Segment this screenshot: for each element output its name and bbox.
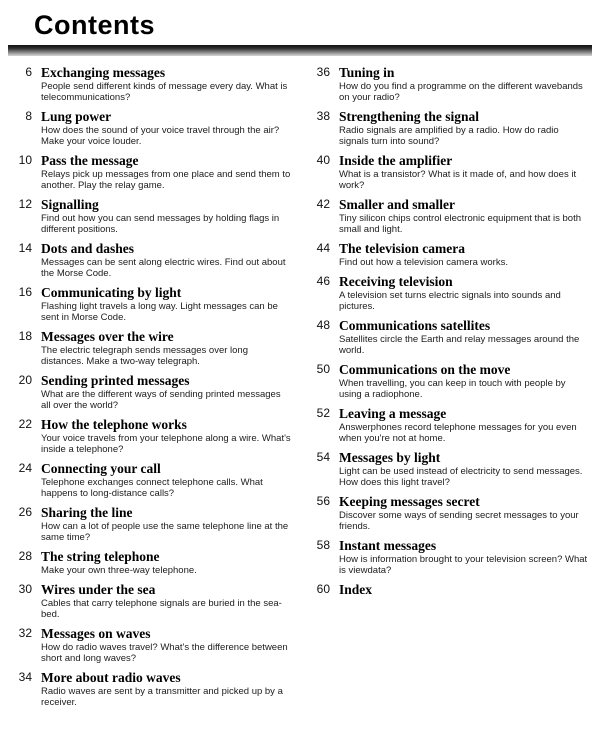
entry-title: Communications satellites [339, 318, 491, 333]
page-number: 34 [18, 670, 32, 684]
page-number: 60 [316, 582, 330, 596]
entry-body [41, 241, 292, 279]
page-number: 8 [25, 109, 32, 123]
entry-body [41, 417, 292, 455]
page-number: 18 [18, 329, 32, 343]
page-number: 44 [316, 241, 330, 255]
page-number: 14 [18, 241, 32, 255]
toc-entry [10, 241, 292, 279]
entry-description: Satellites circle the Earth and relay messages around the world. [339, 334, 580, 356]
toc-entry [308, 582, 590, 597]
toc-entry [308, 318, 590, 356]
entry-description: Radio signals are amplified by a radio. How do radio signals turn into sound? [339, 125, 559, 147]
entry-description: Find out how you can send messages by holding flags in different positions. [41, 213, 280, 235]
entry-title: Communications on the move [339, 362, 511, 377]
entry-description: Tiny silicon chips control electronic equipment that is both small and light. [339, 213, 582, 235]
entry-body [339, 406, 590, 444]
entry-body [339, 450, 590, 488]
page-number: 20 [18, 373, 32, 387]
toc-entry [10, 670, 292, 708]
entry-title: Messages by light [339, 450, 441, 465]
entry-description: The electric telegraph sends messages over long distances. Make a two-way telegraph. [41, 345, 249, 367]
entry-body [41, 461, 292, 499]
entry-body [339, 65, 590, 103]
entry-title: More about radio waves [41, 670, 181, 685]
page-number: 28 [18, 549, 32, 563]
entry-title: Receiving television [339, 274, 453, 289]
toc-entry [10, 329, 292, 367]
entry-description: Relays pick up messages from one place and send them to another. Play the relay game. [41, 169, 291, 191]
entry-description: A television set turns electric signals into sounds and pictures. [339, 290, 561, 312]
toc-entry [10, 505, 292, 543]
entry-body [339, 538, 590, 576]
entry-description: How is information brought to your television screen? What is viewdata? [339, 554, 588, 576]
entry-title: Sharing the line [41, 505, 133, 520]
entry-body [41, 582, 292, 620]
toc-column-right [308, 65, 590, 714]
page-number: 30 [18, 582, 32, 596]
entry-description: How do radio waves travel? What's the difference between short and long waves? [41, 642, 288, 664]
toc-entry [308, 494, 590, 532]
page-title: Contents [34, 10, 155, 40]
toc-entry [10, 461, 292, 499]
toc-entry [308, 450, 590, 488]
entry-description: People send different kinds of message every day. What is telecommunications? [41, 81, 288, 103]
entry-body [339, 318, 590, 356]
toc-entry [10, 582, 292, 620]
page-header [8, 10, 592, 41]
entry-title: Connecting your call [41, 461, 161, 476]
page-number: 46 [316, 274, 330, 288]
entry-body [41, 109, 292, 147]
page-number: 24 [18, 461, 32, 475]
entry-body [41, 670, 292, 708]
page-number: 10 [18, 153, 32, 167]
page-number: 50 [316, 362, 330, 376]
entry-body [41, 549, 292, 576]
contents-list [8, 65, 592, 714]
entry-body [41, 65, 292, 103]
page-number: 36 [316, 65, 330, 79]
entry-body [339, 241, 590, 268]
entry-title: Sending printed messages [41, 373, 190, 388]
toc-entry [10, 373, 292, 411]
page-number: 6 [25, 65, 32, 79]
entry-body [339, 494, 590, 532]
entry-title: The string telephone [41, 549, 160, 564]
page-number: 26 [18, 505, 32, 519]
entry-title: Messages on waves [41, 626, 151, 641]
entry-description: Your voice travels from your telephone along a wire. What's inside a telephone? [41, 433, 291, 455]
entry-title: Dots and dashes [41, 241, 135, 256]
toc-entry [308, 362, 590, 400]
entry-title: Tuning in [339, 65, 395, 80]
toc-entry [10, 65, 292, 103]
page-number: 22 [18, 417, 32, 431]
entry-description: How does the sound of your voice travel through the air? Make your voice louder. [41, 125, 280, 147]
entry-body [41, 373, 292, 411]
toc-entry [308, 406, 590, 444]
entry-title: Messages over the wire [41, 329, 174, 344]
entry-title: Wires under the sea [41, 582, 156, 597]
entry-title: Instant messages [339, 538, 437, 553]
entry-body [339, 362, 590, 400]
entry-description: Discover some ways of sending secret messages to your friends. [339, 510, 579, 532]
entry-description: Light can be used instead of electricity to send messages. How does this light travel? [339, 466, 583, 488]
entry-body [41, 153, 292, 191]
entry-title: Strengthening the signal [339, 109, 480, 124]
toc-entry [308, 538, 590, 576]
toc-entry [10, 109, 292, 147]
entry-description: What are the different ways of sending printed messages all over the world? [41, 389, 281, 411]
toc-column-left [10, 65, 292, 714]
entry-body [339, 582, 590, 597]
toc-entry [10, 153, 292, 191]
entry-title: Signalling [41, 197, 99, 212]
entry-description: How can a lot of people use the same telephone line at the same time? [41, 521, 289, 543]
toc-entry [10, 285, 292, 323]
toc-entry [10, 626, 292, 664]
entry-title: The television camera [339, 241, 465, 256]
toc-entry [308, 109, 590, 147]
title-rule [8, 45, 592, 56]
entry-description: Messages can be sent along electric wires. Find out about the Morse Code. [41, 257, 286, 279]
entry-description: How do you find a programme on the different wavebands on your radio? [339, 81, 583, 103]
toc-entry [10, 549, 292, 576]
entry-title: Index [339, 582, 373, 597]
toc-entry [308, 65, 590, 103]
toc-entry [10, 197, 292, 235]
page-number: 48 [316, 318, 330, 332]
page-number: 56 [316, 494, 330, 508]
page-number: 58 [316, 538, 330, 552]
page-number: 42 [316, 197, 330, 211]
toc-entry [308, 153, 590, 191]
entry-body [339, 197, 590, 235]
toc-entry [308, 241, 590, 268]
entry-body [339, 153, 590, 191]
entry-description: Make your own three-way telephone. [41, 565, 197, 576]
entry-title: Leaving a message [339, 406, 447, 421]
entry-body [41, 505, 292, 543]
entry-title: Exchanging messages [41, 65, 166, 80]
entry-title: Lung power [41, 109, 112, 124]
entry-body [339, 274, 590, 312]
page-number: 54 [316, 450, 330, 464]
page-number: 12 [18, 197, 32, 211]
page-number: 38 [316, 109, 330, 123]
page-number: 40 [316, 153, 330, 167]
entry-title: Communicating by light [41, 285, 182, 300]
entry-description: Telephone exchanges connect telephone calls. What happens to long-distance calls? [41, 477, 263, 499]
entry-body [41, 329, 292, 367]
entry-title: Pass the message [41, 153, 139, 168]
page-number: 52 [316, 406, 330, 420]
entry-body [41, 197, 292, 235]
toc-entry [308, 274, 590, 312]
entry-title: Keeping messages secret [339, 494, 480, 509]
entry-description: Cables that carry telephone signals are buried in the sea-bed. [41, 598, 282, 620]
page-number: 16 [18, 285, 32, 299]
toc-entry [308, 197, 590, 235]
entry-description: What is a transistor? What is it made of, and how does it work? [339, 169, 577, 191]
entry-description: Radio waves are sent by a transmitter and picked up by a receiver. [41, 686, 283, 708]
entry-description: Find out how a television camera works. [339, 257, 508, 268]
entry-description: Answerphones record telephone messages for you even when you're not at home. [339, 422, 577, 444]
entry-description: Flashing light travels a long way. Light messages can be sent in Morse Code. [41, 301, 278, 323]
entry-description: When travelling, you can keep in touch with people by using a radiophone. [339, 378, 566, 400]
entry-title: How the telephone works [41, 417, 187, 432]
page-number: 32 [18, 626, 32, 640]
toc-entry [10, 417, 292, 455]
entry-body [41, 626, 292, 664]
entry-body [41, 285, 292, 323]
entry-title: Inside the amplifier [339, 153, 453, 168]
entry-body [339, 109, 590, 147]
entry-title: Smaller and smaller [339, 197, 455, 212]
